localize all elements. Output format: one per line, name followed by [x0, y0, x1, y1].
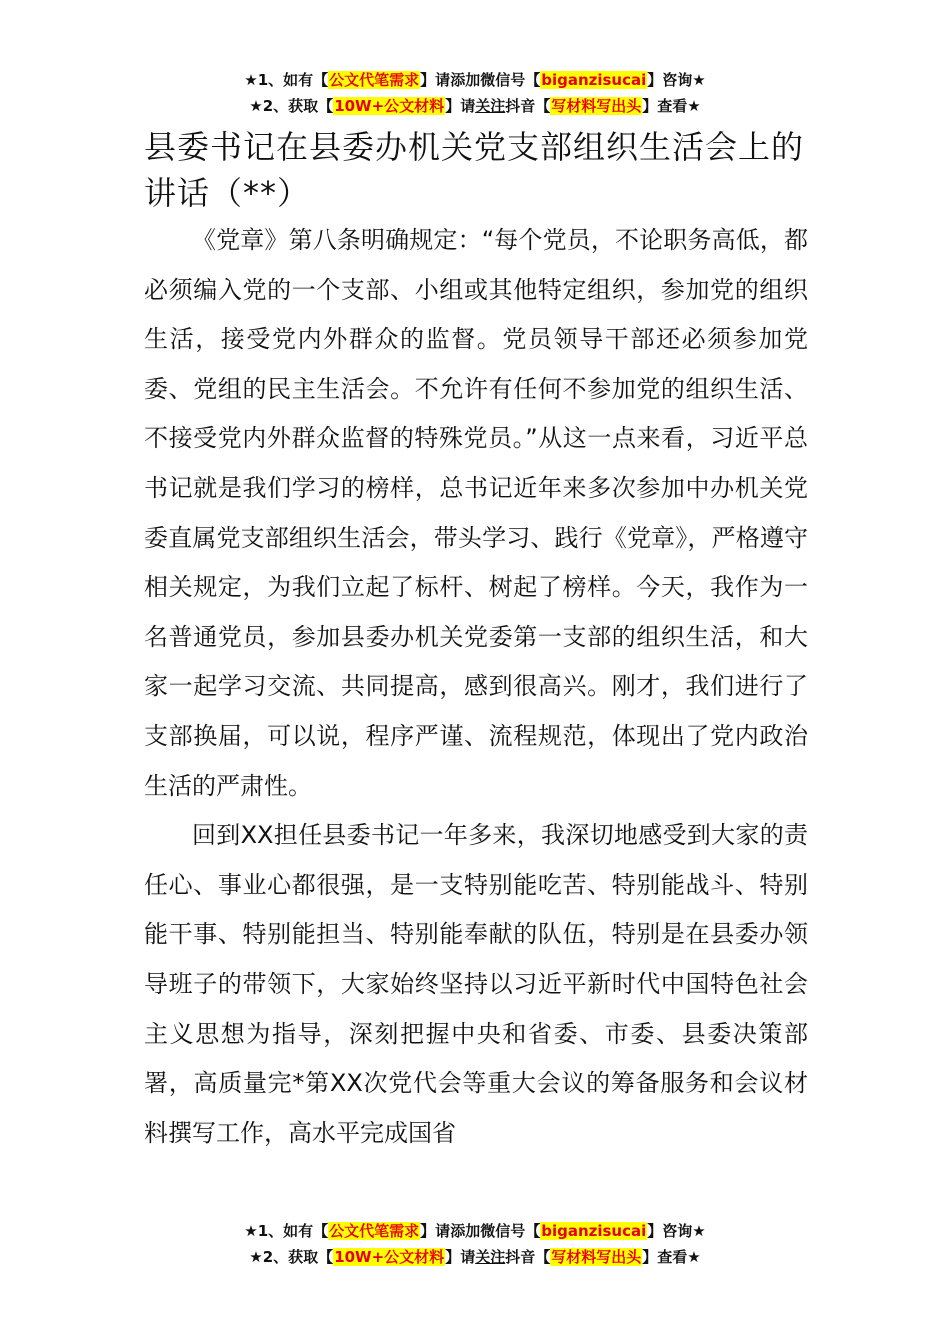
promo-text: ★2、获取【 [249, 97, 334, 115]
promo-highlight: 10W+公文材料 [334, 97, 445, 115]
promo-douyin-id: 写材料写出头 [551, 1248, 642, 1266]
promo-highlight: 公文代笔需求 [329, 71, 420, 89]
promo-wechat-id: biganzisucai [541, 71, 647, 89]
promo-text: 】查看★ [642, 97, 701, 115]
promo-emphasis: 关注 [475, 1248, 506, 1266]
promo-text: 微信号【 [480, 71, 541, 89]
promo-text: 微信号【 [480, 1222, 541, 1240]
promo-text: 】请 [445, 97, 476, 115]
promo-text: ★1、如有【 [244, 71, 329, 89]
promo-text: 】查看★ [642, 1248, 701, 1266]
promo-emphasis: 关注 [475, 97, 506, 115]
promo-text: 抖音【 [505, 1248, 551, 1266]
bottom-promo-banner [0, 1218, 950, 1270]
promo-highlight: 10W+公文材料 [334, 1248, 445, 1266]
promo-wechat-id: biganzisucai [541, 1222, 647, 1240]
promo-text: ★2、获取【 [249, 1248, 334, 1266]
promo-text: 】咨询★ [647, 1222, 706, 1240]
promo-text: ★1、如有【 [244, 1222, 329, 1240]
promo-douyin-id: 写材料写出头 [551, 97, 642, 115]
promo-text: 抖音【 [505, 97, 551, 115]
document-body [144, 124, 808, 1158]
paragraph: 《党章》第八条明确规定：“每个党员，不论职务高低，都必须编入党的一个支部、小组或其他特定组织，参加党的组织生活，接受党内外群众的监督。党员领导干部还必须参加党委、党组的民主生活会。不允许有任何不参加党的组织生活、不接受党内外群众监督的特殊党员。”从这一点来看，习近平总书记就是我们学习的榜样，总书记近年来多次参加中办机关党委直属党支部组织生活会，带头学习、践行《党章》，严格遵守相关规定，为我们立起了标杆、树起了榜样。今天，我作为一名普通党员，参加县委办机关党委第一支部的组织生活，和大家一起学习交流、共同提高，感到很高兴。刚才，我们进行了支部换届，可以说，程序严谨、流程规范，体现出了党内政治生活的严肃性。 [144, 226, 808, 800]
promo-emphasis: 添加 [450, 71, 481, 89]
promo-highlight: 公文代笔需求 [329, 1222, 420, 1240]
promo-line-2 [0, 1244, 950, 1270]
promo-emphasis: 添加 [450, 1222, 481, 1240]
promo-line-1 [0, 67, 950, 93]
promo-text: 】请 [420, 1222, 451, 1240]
document-title: 县委书记在县委办机关党支部组织生活会上的讲话（**） [144, 128, 805, 212]
promo-text: 】请 [445, 1248, 476, 1266]
promo-line-1 [0, 1218, 950, 1244]
paragraph: 回到XX担任县委书记一年多来，我深切地感受到大家的责任心、事业心都很强，是一支特别能吃苦、特别能战斗、特别能干事、特别能担当、特别能奉献的队伍，特别是在县委办领导班子的带领下，大家始终坚持以习近平新时代中国特色社会主义思想为指导，深刻把握中央和省委、市委、县委决策部署，高质量完*第XX次党代会等重大会议的筹备服务和会议材料撰写工作，高水平完成国省 [144, 821, 808, 1147]
promo-line-2 [0, 93, 950, 119]
promo-text: 】咨询★ [647, 71, 706, 89]
promo-text: 】请 [420, 71, 451, 89]
top-promo-banner [0, 67, 950, 119]
